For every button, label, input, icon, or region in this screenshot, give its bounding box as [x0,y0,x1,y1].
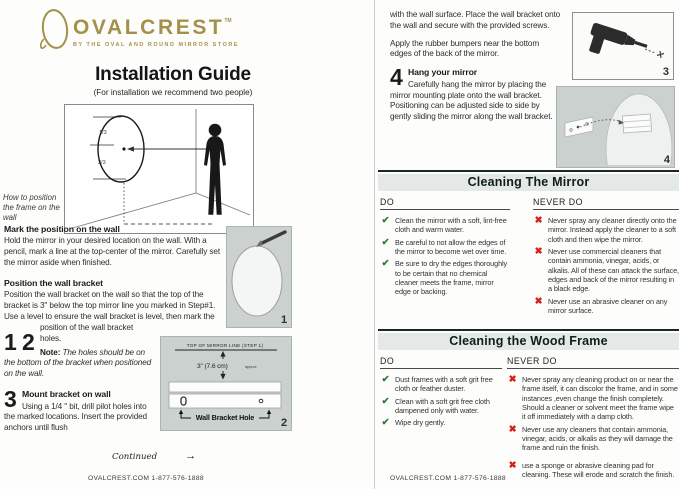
do-item [380,238,510,257]
cross-icon: ✖ [534,215,543,226]
section-cleaning-mirror [378,170,679,315]
step-heading: Hang your mirror [408,67,478,78]
do-item-text: Clean the mirror with a soft, lint-free cloth and warm water. [395,216,507,235]
figure-number: 3 [662,65,669,78]
never-do-column-header: NEVER DO [507,356,679,369]
never-do-item [507,461,679,480]
do-item [380,418,502,428]
do-item-text: Be sure to dry the edges thoroughly to be certain that no chemical cleaner meets the frame, mirror edge or backing. [395,259,508,297]
figure-wall-bracket-diagram [160,336,292,431]
step-body: Using a 1/4 " bit, drill pilot holes into the marked locations. Insert the provided anchors until flush [4,401,147,433]
figure-mirror-pencil [226,226,292,328]
check-icon: ✔ [381,236,390,248]
continued-label: Continued [112,451,158,462]
continued-indicator [112,451,196,462]
bracket-distance-note: approx [245,364,257,369]
never-do-item-text: Never use an abrasive cleaner on any mirror surface. [548,296,668,315]
never-do-column [507,356,679,482]
never-do-item [533,216,679,244]
do-item [380,216,510,235]
do-item-text: Be careful to not allow the edges of the mirror to become wet over time. [395,237,507,256]
cross-icon: ✖ [534,245,543,257]
pencil-icon [260,232,285,244]
installation-steps [4,224,292,443]
page-divider [374,0,375,489]
brand-name: OVALCREST [73,16,225,39]
script-o-icon [38,6,71,56]
cross-icon: ✖ [534,295,543,307]
step-number: 4 [390,64,403,91]
do-item [380,375,502,394]
step-body: Position the wall bracket on the wall so that the top of the bracket is 3" below the top mirror line you marked in Step#1. Use a level to ensure the wall bracket is level, then mark the position of the wall bracket holes. [4,290,216,343]
never-do-item [507,425,679,453]
step-4 [390,64,562,123]
check-icon: ✔ [381,215,390,226]
page-title: Installation Guide [95,64,251,85]
do-item-text: Wipe dry gently. [395,418,446,428]
note-text: The holes should be on the bottom of the bracket when positioned on the wall. [4,347,152,379]
continuation-text [390,10,562,132]
brand-tagline: BY THE OVAL AND ROUND MIRROR STORE [73,42,239,48]
figure-number: 2 [281,416,287,429]
never-do-item-text: Never spray any cleaning product on or near the frame itself, it can discolor the frame, and in some instances ,even change the finish completely. Should a cleaner or solvent meet the frame wipe it off immediately with a damp cloth. [522,375,678,422]
brand-logo [38,6,239,56]
bracket-distance-label: 3" (7.6 cm) [197,363,228,370]
step-body: Hold the mirror in your desired location on the wall. With a pencil, mark a line at the top-center of the mirror. Carefully set the mirror aside when finished. [4,236,220,268]
drill-target-mark [657,51,664,58]
trademark-symbol: TM [224,18,232,24]
check-icon: ✔ [381,395,390,407]
wall-bracket-hole-label: Wall Bracket Hole [195,413,255,422]
wall-fraction-lower-label: 2/3 [98,160,106,166]
figure-number: 1 [281,313,287,326]
step-body: Carefully hang the mirror by placing the mirror mounting plate onto the wall bracket. Positioning can be adjusted side to side by gently sliding the mirror along the wall bracket. [390,79,553,122]
section-rule [378,170,679,172]
do-item-text: Clean with a soft grit free cloth dampened only with water. [395,396,490,415]
step-heading: Mark the position on the wall [4,224,120,234]
never-do-item-text: use a sponge or abrasive cleaning pad for cleaning. These will erode and scratch the finish. [522,460,675,479]
figure-number: 4 [663,153,670,166]
wall-fraction-upper-label: 1/3 [99,130,107,136]
paragraph: Apply the rubber bumpers near the bottom edges of the back of the mirror. [390,38,540,59]
step-number: 1 [4,329,17,355]
footer-contact-right: OVALCREST.COM 1-877-576-1888 [390,475,506,482]
do-column-header: DO [380,356,502,369]
never-do-item [533,297,679,316]
never-do-item [507,375,679,422]
top-of-mirror-line-label: TOP OF MIRROR LINE (STEP 1) [186,343,264,348]
room-positioning-diagram [64,104,254,234]
do-column-header: DO [380,197,510,210]
step-number: 3 [4,386,17,413]
mounting-plate-icon [622,114,651,133]
diagram-caption: How to position the frame on the wall [3,193,60,223]
right-arrow-icon: → [185,450,197,462]
step-heading: Mount bracket on wall [22,389,111,400]
drill-icon [585,22,649,68]
figure-drill [572,12,674,80]
never-do-column [533,197,679,318]
do-column [380,356,502,432]
check-icon: ✔ [381,374,390,385]
do-item [380,397,502,416]
cross-icon: ✖ [508,423,517,435]
never-do-item [533,247,679,294]
do-item [380,259,510,296]
figure-mirror-mounting [556,86,675,168]
check-icon: ✔ [381,258,390,270]
never-do-item-text: Never use any cleaners that contain ammonia, vinegar, acids, or alkalis as they will damage the frame and ruin the finish. [522,424,673,453]
cross-icon: ✖ [508,374,517,385]
section-rule [378,329,679,331]
section-title: Cleaning the Wood Frame [378,333,679,350]
never-do-item-text: Never use commercial cleaners that contain ammonia, vinegar, acids, or alkalis. All of these can attack the surface, edges and back of the mirror resulting in a black edge. [548,246,679,294]
do-item-text: Dust frames with a soft grit free cloth or feather duster. [395,375,493,394]
do-column [380,197,510,300]
footer-contact-left: OVALCREST.COM 1-877-576-1888 [88,475,204,482]
oval-mirror-icon [232,246,282,316]
note-label: Note: [40,347,61,357]
step-number: 2 [22,329,35,355]
section-title: Cleaning The Mirror [378,174,679,191]
check-icon: ✔ [381,417,390,429]
cross-icon: ✖ [508,459,517,471]
never-do-column-header: NEVER DO [533,197,679,210]
paragraph: with the wall surface. Place the wall bracket onto the wall and secure with the provided screws. [390,10,561,30]
never-do-item-text: Never spray any cleaner directly onto the mirror. Instead apply the cleaner to a soft cloth and then wipe the mirror. [548,216,677,244]
step-heading: Position the wall bracket [4,277,103,288]
page-subtitle: (For installation we recommend two people) [93,88,253,97]
